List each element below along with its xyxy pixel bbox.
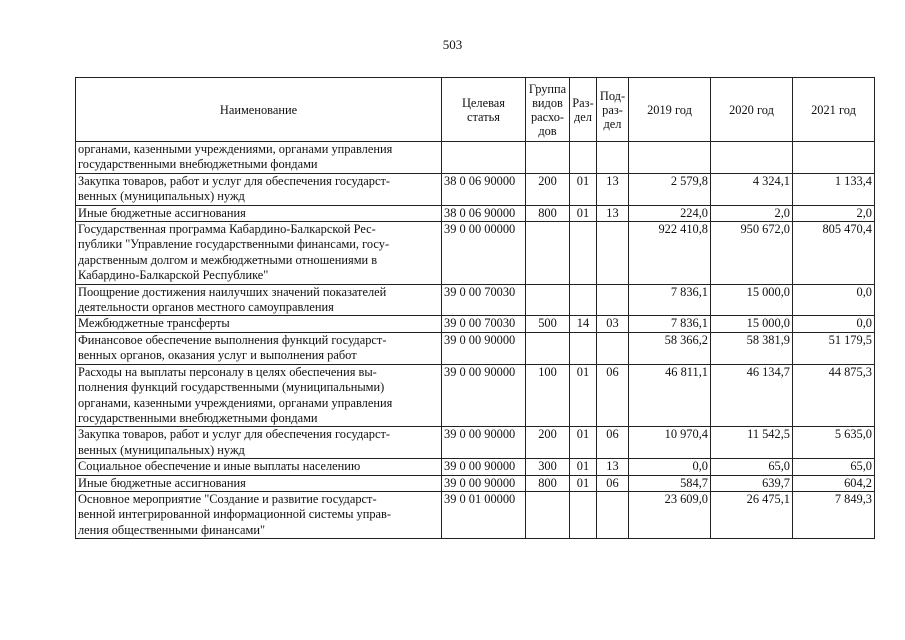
cell-2019: 23 609,0 (629, 491, 711, 538)
cell-section (570, 491, 597, 538)
cell-subsection (597, 222, 629, 285)
cell-2020: 15 000,0 (711, 316, 793, 332)
cell-2020: 11 542,5 (711, 427, 793, 459)
cell-expense-group: 200 (526, 427, 570, 459)
table-body (76, 142, 875, 539)
header-line: дел (574, 109, 592, 124)
cell-article: 39 0 01 00000 (442, 491, 526, 538)
table-row (76, 491, 875, 538)
cell-2021: 805 470,4 (793, 222, 875, 285)
cell-section: 01 (570, 459, 597, 475)
cell-name-line: Финансовое обеспечение выполнения функций государст- (78, 332, 387, 347)
header-article (442, 78, 526, 142)
cell-2021: 51 179,5 (793, 332, 875, 364)
header-line: Группа (528, 81, 567, 96)
cell-subsection: 06 (597, 364, 629, 427)
cell-2020 (711, 142, 793, 174)
cell-2019: 2 579,8 (629, 173, 711, 205)
cell-section: 01 (570, 205, 597, 221)
table-row (76, 364, 875, 427)
cell-name (76, 491, 442, 538)
cell-section: 01 (570, 173, 597, 205)
header-2021: 2021 год (793, 78, 875, 142)
cell-name-line: государственными внебюджетными фондами (78, 410, 318, 425)
cell-subsection: 13 (597, 173, 629, 205)
cell-subsection: 06 (597, 475, 629, 491)
table-row (76, 173, 875, 205)
cell-name-line: Иные бюджетные ассигнования (78, 205, 246, 220)
cell-name-line: венных органов, оказания услуг и выполнения работ (78, 348, 357, 363)
cell-name-line: венной интегрированной информационной системы управ- (78, 507, 392, 522)
header-line: раз- (602, 102, 623, 117)
cell-name (76, 427, 442, 459)
cell-2021: 44 875,3 (793, 364, 875, 427)
cell-article: 39 0 00 70030 (442, 284, 526, 316)
cell-name-line: Поощрение достижения наилучших значений показателей (78, 284, 387, 299)
cell-2021 (793, 142, 875, 174)
cell-name (76, 459, 442, 475)
cell-article: 38 0 06 90000 (442, 173, 526, 205)
table-row (76, 332, 875, 364)
cell-name-line: публики "Управление государственными финансами, госу- (78, 237, 390, 252)
cell-2019: 0,0 (629, 459, 711, 475)
cell-name-line: Расходы на выплаты персоналу в целях обеспечения вы- (78, 364, 377, 379)
header-subsection (597, 78, 629, 142)
table-row (76, 316, 875, 332)
cell-expense-group (526, 284, 570, 316)
cell-article: 39 0 00 70030 (442, 316, 526, 332)
cell-subsection (597, 491, 629, 538)
cell-subsection: 13 (597, 459, 629, 475)
cell-2021: 2,0 (793, 205, 875, 221)
cell-section: 01 (570, 427, 597, 459)
header-line: статья (466, 109, 500, 124)
header-line: Раз- (572, 95, 594, 110)
cell-expense-group (526, 332, 570, 364)
cell-name-line: Социальное обеспечение и иные выплаты населению (78, 459, 361, 474)
cell-2019: 224,0 (629, 205, 711, 221)
cell-expense-group: 500 (526, 316, 570, 332)
header-line: Целевая (461, 95, 506, 110)
cell-expense-group: 300 (526, 459, 570, 475)
cell-section: 01 (570, 475, 597, 491)
cell-expense-group: 800 (526, 205, 570, 221)
cell-name (76, 142, 442, 174)
cell-2021: 604,2 (793, 475, 875, 491)
cell-2020: 639,7 (711, 475, 793, 491)
cell-expense-group: 200 (526, 173, 570, 205)
table-row (76, 142, 875, 174)
cell-subsection (597, 332, 629, 364)
cell-name (76, 222, 442, 285)
cell-section (570, 332, 597, 364)
cell-2020: 15 000,0 (711, 284, 793, 316)
cell-2021: 7 849,3 (793, 491, 875, 538)
header-line: Под- (599, 88, 626, 103)
cell-section: 14 (570, 316, 597, 332)
cell-2020: 58 381,9 (711, 332, 793, 364)
cell-name-line: дарственным долгом и межбюджетными отношениями в (78, 252, 378, 267)
cell-name-line: органами, казенными учреждениями, органами управления (78, 395, 393, 410)
cell-name-line: Закупка товаров, работ и услуг для обеспечения государст- (78, 427, 391, 442)
table-row (76, 427, 875, 459)
cell-name-line: полнения функций государственными (муниципальными) (78, 380, 385, 395)
cell-name-line: государственными внебюджетными фондами (78, 157, 318, 172)
cell-name-line: Государственная программа Кабардино-Балкарской Рес- (78, 222, 376, 237)
cell-subsection (597, 284, 629, 316)
cell-2019: 922 410,8 (629, 222, 711, 285)
cell-2019: 10 970,4 (629, 427, 711, 459)
cell-2021: 65,0 (793, 459, 875, 475)
cell-2020: 65,0 (711, 459, 793, 475)
page-number: 503 (442, 37, 463, 52)
cell-2019: 7 836,1 (629, 284, 711, 316)
header-name: Наименование (76, 78, 442, 142)
cell-expense-group: 100 (526, 364, 570, 427)
cell-2019 (629, 142, 711, 174)
cell-name-line: венных (муниципальных) нужд (78, 442, 245, 457)
cell-subsection: 06 (597, 427, 629, 459)
header-line: дов (538, 123, 557, 138)
cell-article: 39 0 00 90000 (442, 332, 526, 364)
cell-name-line: Закупка товаров, работ и услуг для обеспечения государст- (78, 173, 391, 188)
cell-article: 39 0 00 90000 (442, 427, 526, 459)
cell-2021: 1 133,4 (793, 173, 875, 205)
cell-name-line: венных (муниципальных) нужд (78, 189, 245, 204)
cell-subsection: 03 (597, 316, 629, 332)
cell-name (76, 316, 442, 332)
cell-name (76, 332, 442, 364)
cell-2019: 7 836,1 (629, 316, 711, 332)
cell-section (570, 284, 597, 316)
table-header-row (76, 78, 875, 142)
cell-section: 01 (570, 364, 597, 427)
cell-article (442, 142, 526, 174)
cell-subsection (597, 142, 629, 174)
cell-name-line: Иные бюджетные ассигнования (78, 475, 246, 490)
cell-2020: 2,0 (711, 205, 793, 221)
cell-name-line: Основное мероприятие "Создание и развитие государст- (78, 491, 377, 506)
cell-article: 38 0 06 90000 (442, 205, 526, 221)
header-2019: 2019 год (629, 78, 711, 142)
cell-2021: 5 635,0 (793, 427, 875, 459)
header-expense-group (526, 78, 570, 142)
header-section (570, 78, 597, 142)
cell-2021: 0,0 (793, 284, 875, 316)
cell-2020: 4 324,1 (711, 173, 793, 205)
header-line: дел (603, 116, 622, 131)
cell-section (570, 142, 597, 174)
budget-table (75, 77, 875, 539)
header-2020: 2020 год (711, 78, 793, 142)
cell-section (570, 222, 597, 285)
cell-article: 39 0 00 00000 (442, 222, 526, 285)
table-row (76, 475, 875, 491)
cell-expense-group (526, 222, 570, 285)
cell-2019: 58 366,2 (629, 332, 711, 364)
cell-article: 39 0 00 90000 (442, 459, 526, 475)
table-row (76, 222, 875, 285)
cell-expense-group (526, 142, 570, 174)
cell-2021: 0,0 (793, 316, 875, 332)
cell-expense-group (526, 491, 570, 538)
cell-name-line: ления общественными финансами" (78, 522, 266, 537)
cell-2019: 46 811,1 (629, 364, 711, 427)
cell-2020: 26 475,1 (711, 491, 793, 538)
header-line: видов (532, 95, 563, 110)
cell-name (76, 364, 442, 427)
cell-2020: 46 134,7 (711, 364, 793, 427)
cell-name (76, 475, 442, 491)
cell-article: 39 0 00 90000 (442, 475, 526, 491)
cell-2020: 950 672,0 (711, 222, 793, 285)
cell-name (76, 173, 442, 205)
cell-subsection: 13 (597, 205, 629, 221)
cell-name-line: органами, казенными учреждениями, органами управления (78, 142, 393, 156)
cell-name-line: Межбюджетные трансферты (78, 316, 230, 331)
table-row (76, 459, 875, 475)
table-row (76, 205, 875, 221)
cell-name (76, 205, 442, 221)
cell-name-line: Кабардино-Балкарской Республике" (78, 268, 269, 283)
cell-article: 39 0 00 90000 (442, 364, 526, 427)
cell-2019: 584,7 (629, 475, 711, 491)
cell-name (76, 284, 442, 316)
cell-name-line: деятельности органов местного самоуправления (78, 300, 334, 315)
header-line: расхо- (530, 109, 565, 124)
corner-mark (873, 0, 887, 2)
table-row (76, 284, 875, 316)
cell-expense-group: 800 (526, 475, 570, 491)
